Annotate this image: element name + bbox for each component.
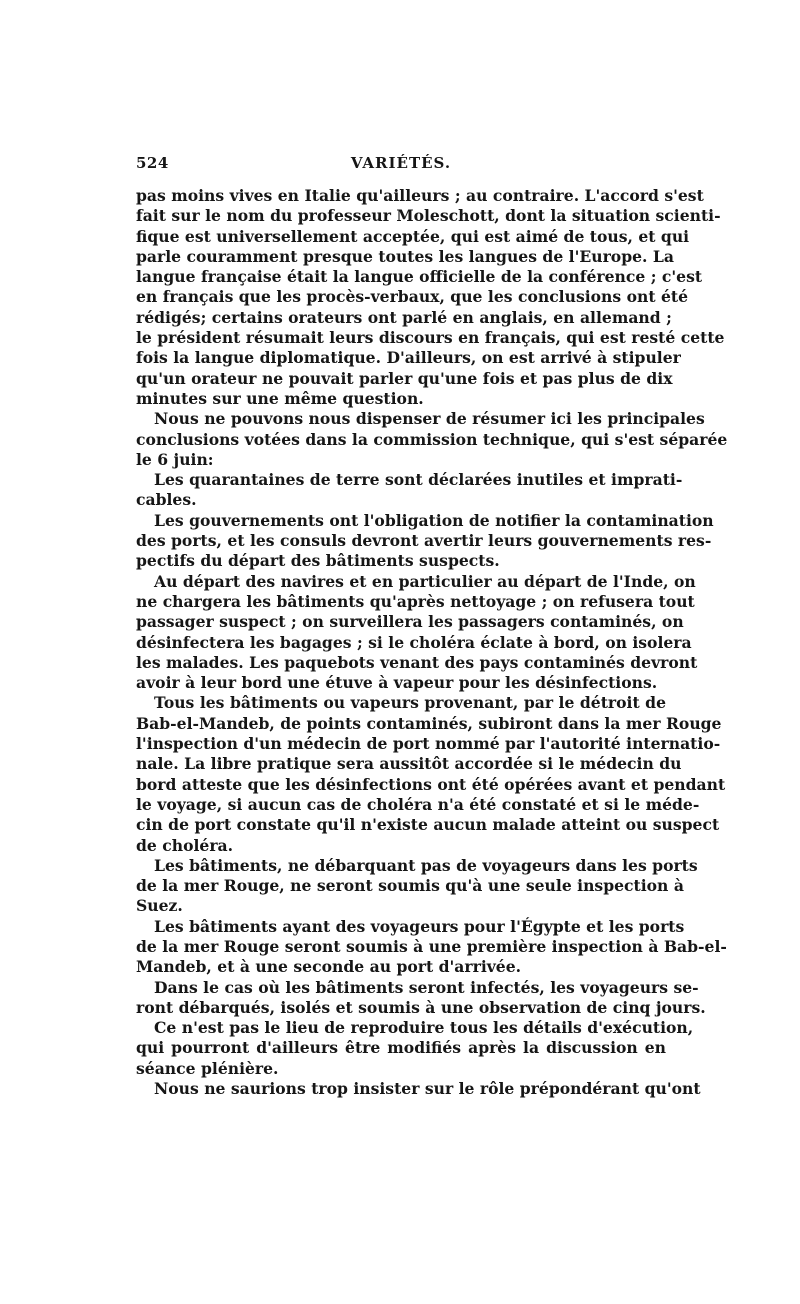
text-line: nale. La libre pratique sera aussitôt accordée si le médecin du [136,754,682,774]
text-line: passager suspect ; on surveillera les passagers contaminés, on [136,612,684,632]
text-line: Au départ des navires et en particulier au départ de l'Inde, on [154,571,696,591]
text-line: Les bâtiments ayant des voyageurs pour l'Égypte et les ports [154,916,685,936]
text-line: des ports, et les consuls devront avertir leurs gouvernements res- [136,531,712,551]
text-line: séance plénière. [136,1058,279,1078]
text-line: le voyage, si aucun cas de choléra n'a été constaté et si le méde- [136,794,700,814]
text-line: l'inspection d'un médecin de port nommé par l'autorité internatio- [136,734,721,754]
text-line: les malades. Les paquebots venant des pays contaminés devront [136,652,698,672]
text-line: cin de port constate qu'il n'existe aucun malade atteint ou suspect [136,815,720,835]
text-line: Ce n'est pas le lieu de reproduire tous les détails d'exécution, [154,1018,694,1038]
text-line: parle couramment presque toutes les langues de l'Europe. La [136,246,674,266]
text-line: le président résumait leurs discours en français, qui est resté cette [136,328,725,348]
text-line: cables. [136,490,197,510]
text-line: de la mer Rouge seront soumis à une première inspection à Bab-el- [136,936,727,956]
text-line: désinfectera les bagages ; si le choléra éclate à bord, on isolera [136,632,692,652]
body-text [136,186,728,1099]
text-line: qu'un orateur ne pouvait parler qu'une fois et pas plus de dix [136,368,673,388]
text-line: ne chargera les bâtiments qu'après nettoyage ; on refusera tout [136,591,695,611]
text-line: Les bâtiments, ne débarquant pas de voyageurs dans les ports [154,855,698,875]
text-line: langue française était la langue officielle de la conférence ; c'est [136,267,703,287]
page-header [136,150,666,186]
text-line: Les quarantaines de terre sont déclarées inutiles et imprati- [154,470,683,490]
text-line: bord atteste que les désinfections ont été opérées avant et pendant [136,774,726,794]
text-line: Dans le cas où les bâtiments seront infectés, les voyageurs se- [154,977,699,997]
text-line: rédigés; certains orateurs ont parlé en anglais, en allemand ; [136,307,672,327]
text-line: de la mer Rouge, ne seront soumis qu'à une seule inspection à [136,876,684,896]
text-line: pas moins vives en Italie qu'ailleurs ; au contraire. L'accord s'est [136,186,704,205]
running-title: VARIÉTÉS. [350,154,452,172]
text-line: fique est universellement acceptée, qui est aimé de tous, et qui [136,226,690,246]
text-line: ront débarqués, isolés et soumis à une observation de cinq jours. [136,997,706,1017]
text-line: Mandeb, et à une seconde au port d'arrivée. [136,957,522,977]
text-line: de choléra. [136,835,234,855]
text-line: Nous ne saurions trop insister sur le rôle prépondérant qu'ont [154,1079,701,1099]
text-line: Tous les bâtiments ou vapeurs provenant, par le détroit de [154,693,666,713]
text-line: Bab-el-Mandeb, de points contaminés, subiront dans la mer Rouge [136,713,722,733]
text-line: en français que les procès-verbaux, que les conclusions ont été [136,287,689,307]
text-line: avoir à leur bord une étuve à vapeur pour les désinfections. [136,673,658,693]
text-line: conclusions votées dans la commission technique, qui s'est séparée [136,429,728,449]
text-line: Suez. [136,896,183,916]
text-line: fois la langue diplomatique. D'ailleurs, on est arrivé à stipuler [136,348,681,368]
text-line: qui pourront d'ailleurs être modifiés après la discussion en [136,1038,666,1058]
text-line: minutes sur une même question. [136,388,424,408]
book-page [136,150,728,1099]
text-line: Nous ne pouvons nous dispenser de résumer ici les principales [154,409,705,429]
text-line: fait sur le nom du professeur Moleschott, dont la situation scienti- [136,206,721,226]
text-line: Les gouvernements ont l'obligation de notifier la contamination [154,510,714,530]
text-line: le 6 juin: [136,449,214,469]
text-line: pectifs du départ des bâtiments suspects. [136,551,500,571]
page-number: 524 [136,154,169,172]
